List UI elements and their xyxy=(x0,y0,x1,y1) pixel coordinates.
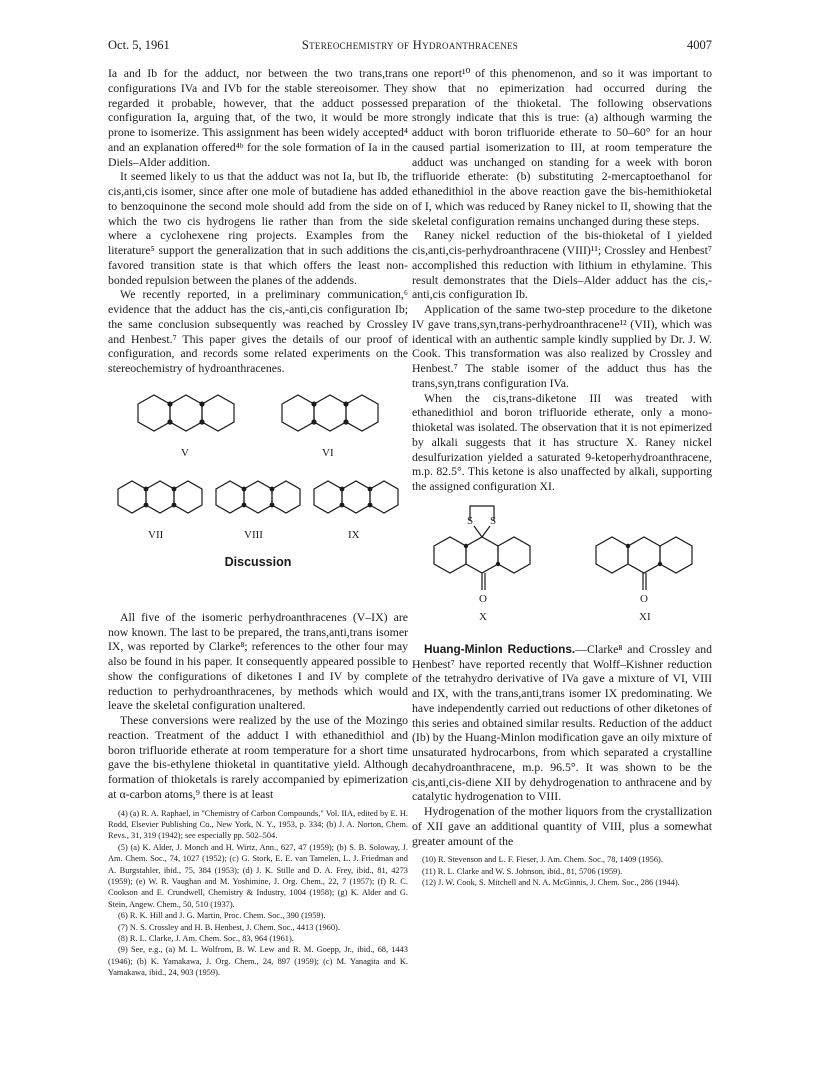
header-date: Oct. 5, 1961 xyxy=(108,38,170,52)
structures-V-IX-drawing xyxy=(108,382,408,608)
structure-X xyxy=(434,506,530,590)
footnote: (6) R. K. Hill and J. G. Martin, Proc. Chem. Soc., 390 (1959). xyxy=(118,911,326,921)
footnote: (8) R. L. Clarke, J. Am. Chem. Soc., 83, 964 (1961). xyxy=(118,933,294,943)
structure-VIII xyxy=(216,481,300,513)
footnote: (9) See, e.g., (a) M. L. Wolfrom, B. W. Lew and R. M. Goepp, Jr., ibid., 68, 1443 (1946); (b) K. Yamakawa, J. Org. Chem., 24, 897 (1959); (c) M. Yanagita and K. Yamakawa, ibid., 24, 903 (1959). xyxy=(108,945,408,978)
structure-VII xyxy=(118,481,202,513)
footnote: (12) J. W. Cook, S. Mitchell and N. A. McGinnis, J. Chem. Soc., 286 (1944). xyxy=(422,878,680,888)
footnotes-left xyxy=(108,808,408,979)
footnote: (11) R. L. Clarke and W. S. Johnson, ibid., 81, 5706 (1959). xyxy=(422,866,623,876)
structure-label-X: X xyxy=(479,610,487,623)
running-header xyxy=(108,38,712,56)
paragraph-text: —Clarke⁸ and Crossley and Henbest⁷ have reported recently that Wolff–Kishner reduction of the tetrahydro derivative of IVa gave a mixture of VI, VIII and IX, with the trans,anti,trans isomer IX predominating. We have independently carried out reductions of other diketones of this series and obtained similar results. Reduction of the adduct (Ib) by the Huang-Minlon modification gave an oily mixture of unsaturated hydrocarbons, from which separated a crystalline decahydroanthracene, m.p. 96.5°. It was shown to be the cis,anti,cis-diene XII by dehydrogenation to anthracene and by catalytic hydrogenation to VIII. xyxy=(412,641,712,804)
structure-VI xyxy=(282,395,378,431)
footnote: (7) N. S. Crossley and H. B. Henbest, J. Chem. Soc., 4413 (1960). xyxy=(118,922,340,932)
structure-V xyxy=(138,395,234,431)
footnote: (10) R. Stevenson and L. F. Fieser, J. Am. Chem. Soc., 78, 1409 (1956). xyxy=(422,855,663,865)
section-heading-discussion: Discussion xyxy=(224,554,292,569)
structure-label-VIII: VIII xyxy=(244,528,263,541)
paragraph: one report¹⁰ of this phenomenon, and so it was important to show that no epimerization had occurred during the preparation of the thioketal. The following observations strongly indicate that this is true: (a) although warming the adduct with boron trifluoride etherate to 50–60° for an hour caused partial isomerization to III, at room temperature the adduct was unchanged on standing for a week with boron trifluoride etherate: (b) substituting 2-mercaptoethanol for ethanedithiol in the above reaction gave the bis-hemithioketal of I, which was reduced by Raney nickel to II, showing that the skeletal configuration remains unchanged during these steps. xyxy=(412,66,712,228)
left-column xyxy=(108,66,408,979)
oxygen-atom-label: O xyxy=(479,592,487,605)
paragraph: Hydrogenation of the mother liquors from the crystallization of XII gave an additional quantity of VIII, plus a somewhat greater amount of the xyxy=(412,804,712,848)
right-column xyxy=(412,66,712,888)
oxygen-atom-label: O xyxy=(640,592,648,605)
structure-label-VII: VII xyxy=(148,528,164,541)
perhydroanthracene-structures-figure xyxy=(108,382,408,608)
structure-IX xyxy=(314,481,398,513)
header-title: Stereochemistry of Hydroanthracenes xyxy=(301,38,519,52)
structure-label-XI: XI xyxy=(639,610,651,623)
structure-XI xyxy=(596,537,692,590)
paragraph: It seemed likely to us that the adduct was not Ia, but Ib, the cis,anti,cis isomer, since after one mole of butadiene has added to benzoquinone the second mole should add from the side on which the two cis hydrogens lie rather than from the side where a cyclohexene ring projects. Examples from the literature⁵ support the generalization that in such additions the favored transition state is that which offers the least non-bonded repulsion between the planes of the addends. xyxy=(108,169,408,287)
structure-label-IX: IX xyxy=(348,528,360,541)
paragraph: Ia and Ib for the adduct, nor between the two trans,trans configurations IVa and IVb for the stable stereoisomer. They regarded it probable, however, that the adduct possessed configuration Ia, arguing that, of the two, it would be more prone to isomerize. This assignment has been widely accepted⁴ and an explanation offered⁴ᵇ for the sole formation of Ia in the Diels–Alder addition. xyxy=(108,66,408,169)
paragraph: All five of the isomeric perhydroanthracenes (V–IX) are now known. The last to be prepared, the trans,anti,trans isomer IX, was reported by Clarke⁸; references to the other four may also be found in his paper. It consequently appeared possible to show the configurations of diketones I and IV by complete reduction to perhydroanthracenes, by methods which would leave the skeletal configuration unaltered. xyxy=(108,609,408,713)
paragraph: When the cis,trans-diketone III was treated with ethanedithiol and boron trifluoride etherate, only a mono-thioketal was isolated. The observation that it is not epimerized by alkali suggests that it has structure X. Raney nickel desulfurization yielded a saturated 9-ketoperhydroanthracene, m.p. 82.5°. This ketone is also unaffected by alkali, supporting the assigned configuration XI. xyxy=(412,390,712,493)
footnote: (5) (a) K. Alder, J. Monch and H. Wirtz, Ann., 627, 47 (1959); (b) S. B. Soloway, J. Am. Chem. Soc., 74, 1027 (1952); (c) G. Stork, E. E. van Tamelen, L. J. Friedman and A. Burgstahler, ibid., 75, 384 (1953); (d) J. K. Stille and D. A. Frey, ibid., 81, 4273 (1959); (e) W. R. Vaughan and M. Yoshimine, J. Org. Chem., 22, 7 (1957); (f) R. C. Cookson and E. Crundwell, Chemistry & Industry, 1004 (1958); (g) K. Alder and G. Stein, Angew. Chem., 50, 510 (1937). xyxy=(108,842,408,909)
paragraph: Raney nickel reduction of the bis-thioketal of I yielded cis,anti,cis-perhydroanthracene (VIII)¹¹; Crossley and Henbest⁷ accomplished this reduction with lithium in ethylamine. This result demonstrates that the Diels–Alder adduct has the cis,-anti,cis configuration Ib. xyxy=(412,228,712,302)
structures-X-XI-drawing xyxy=(412,498,712,634)
sulfur-atom-label: S xyxy=(490,514,497,527)
run-in-heading: Huang-Minlon Reductions. xyxy=(424,641,576,656)
structure-label-VI: VI xyxy=(322,446,334,459)
paragraph: Application of the same two-step procedure to the diketone IV gave trans,syn,trans-perhydroanthracene¹² (VII), which was identical with an authentic sample kindly supplied by Dr. J. W. Cook. This transformation was also realized by Crossley and Henbest.⁷ The stable isomer of the adduct thus has the trans,syn,trans configuration IVa. xyxy=(412,302,712,390)
paragraph xyxy=(412,642,712,804)
paragraph: These conversions were realized by the use of the Mozingo reaction. Treatment of the adduct I with ethanedithiol and boron trifluoride etherate at room temperature for a short time gave the bis-ethylene thioketal in quantitative yield. Although formation of thioketals is rarely accompanied by epimerization at α-carbon atoms,⁹ there is at least xyxy=(108,713,408,801)
thioketal-ketone-structures-figure xyxy=(412,498,712,634)
page-number: 4007 xyxy=(687,38,712,52)
footnote: (4) (a) R. A. Raphael, in "Chemistry of Carbon Compounds," Vol. IIA, edited by E. H. Rodd, Elsevier Publishing Co., New York, N. Y., 1953, p. 334; (b) J. A. Norton, Chem. Revs., 31, 319 (1942); see especially pp. 502–504. xyxy=(108,808,408,841)
structure-label-V: V xyxy=(181,446,189,459)
sulfur-atom-label: S xyxy=(467,514,474,527)
footnotes-right xyxy=(412,854,712,888)
paragraph: We recently reported, in a preliminary communication,⁶ evidence that the adduct has the cis,-anti,cis configuration Ib; the same conclusion subsequently was reached by Crossley and Henbest.⁷ This paper gives the details of our proof of configuration, and records some related experiments on the stereochemistry of hydroanthracenes. xyxy=(108,287,408,375)
